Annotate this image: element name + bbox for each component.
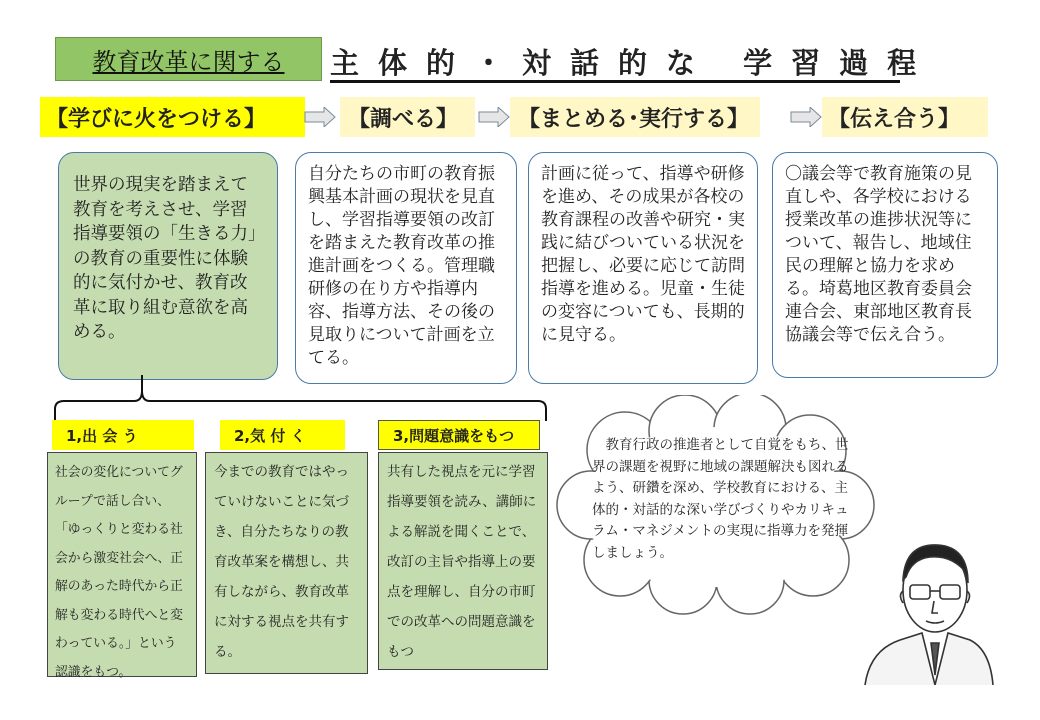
phase-label-meet: 1,出 会 う	[52, 420, 194, 450]
card-summarize-execute: 計画に従って、指導や研修を進め、その成果が各校の教育課程の改善や研究・実践に結びついている状況を把握し、必要に応じて訪問指導を進める。児童・生徒の変容についても、長期的に見守る。	[528, 152, 758, 384]
step-ignite: 【学びに火をつける】	[40, 97, 305, 137]
title-box	[55, 37, 322, 81]
curly-brace	[50, 375, 550, 423]
right-arrow-icon	[478, 107, 510, 127]
right-arrow-icon	[304, 107, 336, 127]
phase-label-notice: 2,気 付 く	[220, 420, 345, 450]
teacher-illustration	[860, 525, 995, 685]
page-title: 主体的・対話的な 学習過程	[330, 46, 900, 83]
phase-box-notice: 今までの教育ではやっていけないことに気づき、自分たちなりの教育改革案を構想し、共有しながら、教育改革に対する視点を共有する。	[205, 452, 368, 674]
step-communicate: 【伝え合う】	[822, 97, 988, 137]
title-box-text: 教育改革に関する	[92, 47, 285, 76]
phase-label-awareness: 3,問題意識をもつ	[378, 420, 540, 450]
phase-box-meet: 社会の変化についてグループで話し合い、「ゆっくりと変わる社会から激変社会へ、正解のあった時代から正解も変わる時代へと変わっている。」という認識をもつ。	[47, 452, 197, 677]
card-communicate: 〇議会等で教育施策の見直しや、各学校における授業改革の進捗状況等について、報告し、地域住民の理解と協力を求める。埼葛地区教育委員会連合会、東部地区教育長協議会等で伝え合う。	[772, 152, 998, 378]
phase-box-awareness: 共有した視点を元に学習指導要領を読み、講師による解説を聞くことで、改訂の主旨や指導上の要点を理解し、自分の市町での改革への問題意識をもつ	[378, 452, 548, 670]
right-arrow-icon	[790, 107, 822, 127]
card-ignite: 世界の現実を踏まえて教育を考えさせ、学習指導要領の「生きる力」の教育の重要性に体験的に気付かせ、教育改革に取り組む意欲を高める。	[58, 152, 278, 380]
card-investigate: 自分たちの市町の教育振興基本計画の現状を見直し、学習指導要領の改訂を踏まえた教育改革の推進計画をつくる。管理職研修の在り方や指導内容、指導方法、その後の見取りについて計画を立てる。	[295, 152, 517, 384]
step-summarize-execute: 【まとめる･実行する】	[510, 97, 760, 137]
speech-text: 教育行政の推進者として自覚をもち、世界の課題を視野に地域の課題解決も図れるよう、研鑽を深め、学校教育における、主体的・対話的な深い学びづくりやカリキュラム・マネジメントの実現に指導力を発揮しましょう。	[592, 437, 849, 561]
step-investigate: 【調べる】	[340, 97, 475, 137]
